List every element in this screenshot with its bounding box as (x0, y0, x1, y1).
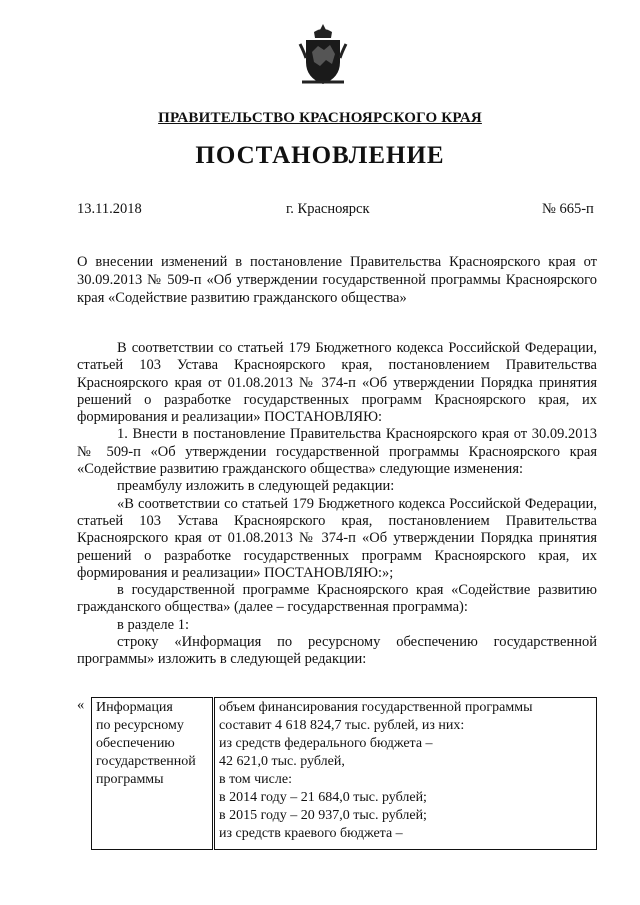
body-paragraph: 1. Внести в постановление Правительства Красноярского края от 30.09.2013 № 509-п «Об утверждении государственной программы Красноярского края «Содействие развитию гражданского общества» следующие изменения: (77, 426, 597, 478)
document-number: № 665-п (542, 201, 594, 217)
body-paragraph: в государственной программе Красноярского края «Содействие развитию гражданского общества» (далее – государственная программа): (77, 582, 597, 616)
document-type: ПОСТАНОВЛЕНИЕ (195, 142, 445, 169)
label-line: Информация (96, 700, 173, 715)
open-quote: « (77, 697, 85, 713)
value-line: в 2015 году – 20 937,0 тыс. рублей; (219, 808, 427, 823)
document-date: 13.11.2018 (77, 201, 142, 217)
body-paragraph: «В соответствии со статьей 179 Бюджетного кодекса Российской Федерации, статьей 103 Устава Красноярского края, постановлением Правительства Красноярского края от 01.08.2013 № 374-п «Об утверждении Порядка принятия решений о разработке государственных программ Красноярского края, их формирования и реализации» ПОСТАНОВЛЯЮ:»; (77, 495, 597, 581)
table-row (92, 698, 597, 850)
resource-table (91, 697, 597, 850)
government-title: ПРАВИТЕЛЬСТВО КРАСНОЯРСКОГО КРАЯ (158, 110, 482, 126)
label-line: государственной (96, 754, 196, 769)
body-paragraph: строку «Информация по ресурсному обеспечению государственной программы» изложить в следующей редакции: (77, 634, 597, 668)
document-body (77, 340, 597, 669)
value-line: из средств краевого бюджета – (219, 826, 403, 841)
label-line: программы (96, 772, 164, 787)
value-line: из средств федерального бюджета – (219, 736, 433, 751)
label-line: по ресурсному (96, 718, 184, 733)
value-line: 42 621,0 тыс. рублей, (219, 754, 345, 769)
value-line: в том числе: (219, 772, 292, 787)
value-line: составит 4 618 824,7 тыс. рублей, из них: (219, 718, 465, 733)
body-paragraph: В соответствии со статьей 179 Бюджетного кодекса Российской Федерации, статьей 103 Устава Красноярского края, постановлением Правительства Красноярского края от 01.08.2013 № 374-п «Об утверждении Порядка принятия решений о разработке государственных программ Красноярского края, их формирования и реализации» ПОСТАНОВЛЯЮ: (77, 340, 597, 426)
krasnoyarsk-coat-of-arms-icon (298, 22, 348, 88)
document-subject: О внесении изменений в постановление Правительства Красноярского края от 30.09.2013 № 509-п «Об утверждении государственной программы Красноярского края «Содействие развитию гражданского общества» (77, 254, 597, 306)
body-paragraph: в разделе 1: (117, 616, 190, 633)
table-value-cell (214, 698, 597, 850)
table-label-cell (92, 698, 214, 850)
label-line: обеспечению (96, 736, 175, 751)
body-paragraph: преамбулу изложить в следующей редакции: (117, 478, 395, 495)
value-line: объем финансирования государственной программы (219, 700, 533, 715)
document-city: г. Красноярск (286, 201, 370, 217)
value-line: в 2014 году – 21 684,0 тыс. рублей; (219, 790, 427, 805)
